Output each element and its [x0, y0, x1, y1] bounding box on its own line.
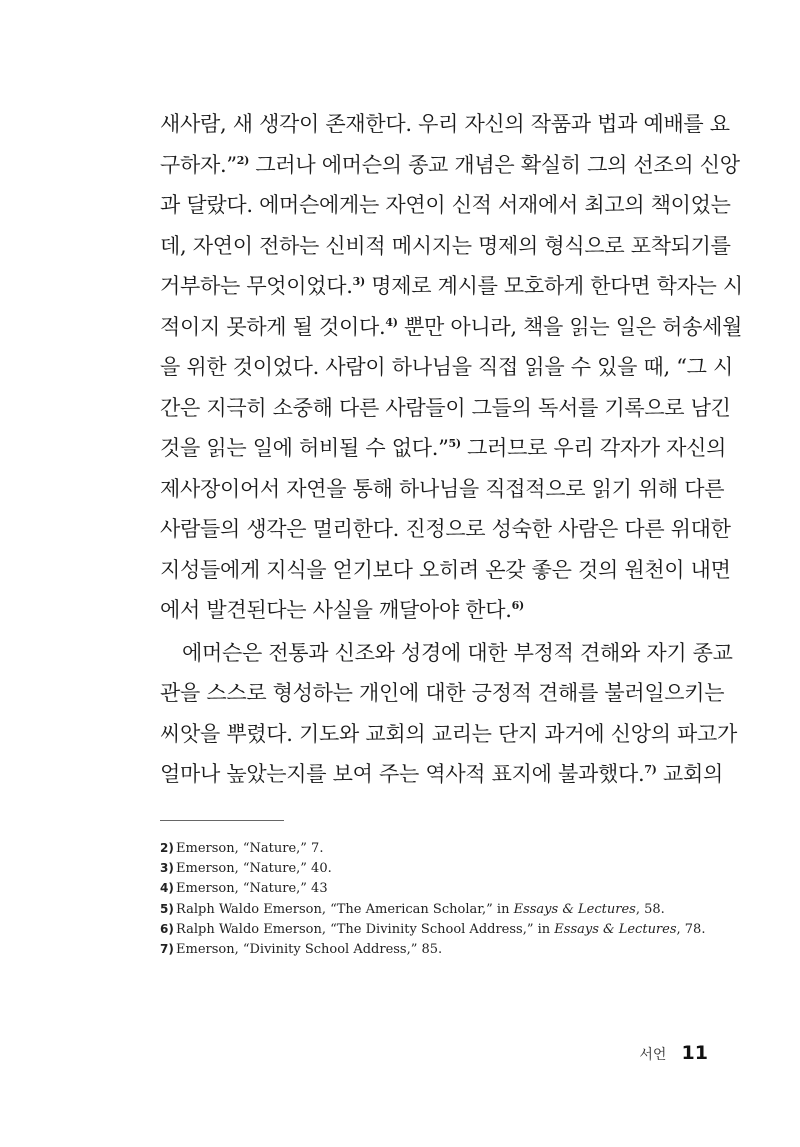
running-footer	[639, 1040, 708, 1066]
body-line	[160, 428, 727, 468]
body-line	[160, 145, 740, 185]
footnote-citation: Emerson, “Nature,” 40.	[176, 861, 332, 877]
body-line-text: 관을 스스로 형성하는 개인에 대한 긍정적 견해를 불러일으키는	[160, 681, 725, 705]
footnote-citation: Ralph Waldo Emerson, “The American Scholar,” in	[176, 901, 514, 917]
body-line	[160, 754, 723, 794]
body-line-text: 지성들에게 지식을 얻기보다 오히려 온갖 좋은 것의 원천이 내면	[160, 557, 731, 582]
body-line	[160, 307, 743, 347]
body-line-text: 간은 지극히 소중해 다른 사람들이 그들의 독서를 기록으로 남긴	[160, 395, 731, 420]
body-line-text: 을 위한 것이었다. 사람이 하나님을 직접 읽을 수 있을 때, “그 시	[160, 355, 733, 379]
footnote-number: 7)	[160, 942, 174, 956]
body-line	[160, 550, 731, 590]
footnote-reference[interactable]: 7)	[644, 763, 657, 776]
footnote-divider	[160, 820, 284, 821]
body-line-text: 새사람, 새 생각이 존재한다. 우리 자신의 작품과 법과 예배를 요	[160, 112, 730, 136]
footnote-book-title: Essays & Lectures	[554, 921, 677, 937]
footnote-page: , 58.	[635, 901, 665, 917]
footnote-page: , 78.	[676, 921, 706, 937]
footnote-citation: Emerson, “Divinity School Address,” 85.	[176, 942, 443, 957]
body-line-continuation: 교회의	[656, 762, 723, 786]
body-line-continuation: 명제로 계시를 모호하게 한다면 학자는 시	[364, 274, 743, 298]
footnote-reference[interactable]: 3)	[352, 275, 365, 288]
footnote-reference[interactable]: 2)	[236, 153, 250, 167]
body-line	[160, 714, 738, 754]
body-line	[160, 673, 725, 713]
body-line	[160, 388, 731, 428]
footnote-item	[160, 858, 332, 878]
body-line-continuation: 그러므로 우리 각자가 자신의	[460, 436, 727, 460]
body-line-text: 데, 자연이 전하는 신비적 메시지는 명제의 형식으로 포착되기를	[160, 233, 731, 258]
footnote-citation: Ralph Waldo Emerson, “The Divinity School Address,” in	[176, 921, 555, 937]
body-line	[160, 509, 731, 549]
page-number: 11	[681, 1042, 708, 1064]
footnote-item	[160, 838, 323, 858]
footnote-citation: Emerson, “Nature,” 43	[176, 881, 328, 897]
section-title: 서언	[639, 1047, 667, 1063]
body-line	[160, 469, 725, 509]
footnote-item	[160, 939, 442, 959]
footnote-citation: Emerson, “Nature,” 7.	[176, 841, 324, 856]
body-line-text: 거부하는 무엇이었다.	[160, 274, 353, 298]
body-line	[160, 347, 733, 387]
body-line-text: 사람들의 생각은 멀리한다. 진정으로 성숙한 사람은 다른 위대한	[160, 517, 731, 541]
body-line-text: 씨앗을 뿌렸다. 기도와 교회의 교리는 단지 과거에 신앙의 파고가	[160, 721, 738, 746]
body-line-text: 적이지 못하게 될 것이다.	[160, 314, 386, 339]
footnote-number: 4)	[160, 881, 174, 896]
body-line	[160, 185, 731, 225]
footnote-item	[160, 878, 328, 898]
footnote-reference[interactable]: 5)	[448, 437, 461, 450]
body-line	[160, 590, 708, 630]
body-line	[160, 226, 731, 266]
body-line	[160, 266, 743, 306]
body-line-continuation: 그러나 에머슨의 종교 개념은 확실히 그의 선조의 신앙	[249, 152, 740, 177]
footnote-number: 6)	[160, 921, 174, 936]
footnote-item	[160, 899, 665, 919]
footnote-book-title: Essays & Lectures	[513, 901, 636, 917]
body-line-text: 구하자.”	[160, 152, 237, 177]
body-line-text: 에서 발견된다는 사실을 깨달아야 한다.	[160, 598, 512, 622]
footnote-reference[interactable]: 4)	[385, 315, 398, 329]
body-line-text: 과 달랐다. 에머슨에게는 자연이 신적 서재에서 최고의 책이었는	[160, 193, 731, 217]
body-line	[160, 104, 730, 144]
footnote-number: 3)	[160, 861, 174, 876]
footnote-number: 5)	[160, 901, 174, 916]
body-line	[160, 633, 733, 673]
body-line-continuation: 뿐만 아니라, 책을 읽는 일은 허송세월	[397, 314, 743, 339]
body-line-text: 것을 읽는 일에 허비될 수 없다.”	[160, 436, 449, 460]
footnote-reference[interactable]: 6)	[511, 599, 524, 612]
body-line-text: 제사장이어서 자연을 통해 하나님을 직접적으로 읽기 위해 다른	[160, 476, 725, 501]
body-line-text: 에머슨은 전통과 신조와 성경에 대한 부정적 견해와 자기 종교	[182, 640, 733, 665]
footnote-number: 2)	[160, 841, 174, 855]
footnote-item	[160, 919, 705, 939]
body-line-text: 얼마나 높았는지를 보여 주는 역사적 표지에 불과했다.	[160, 762, 645, 786]
